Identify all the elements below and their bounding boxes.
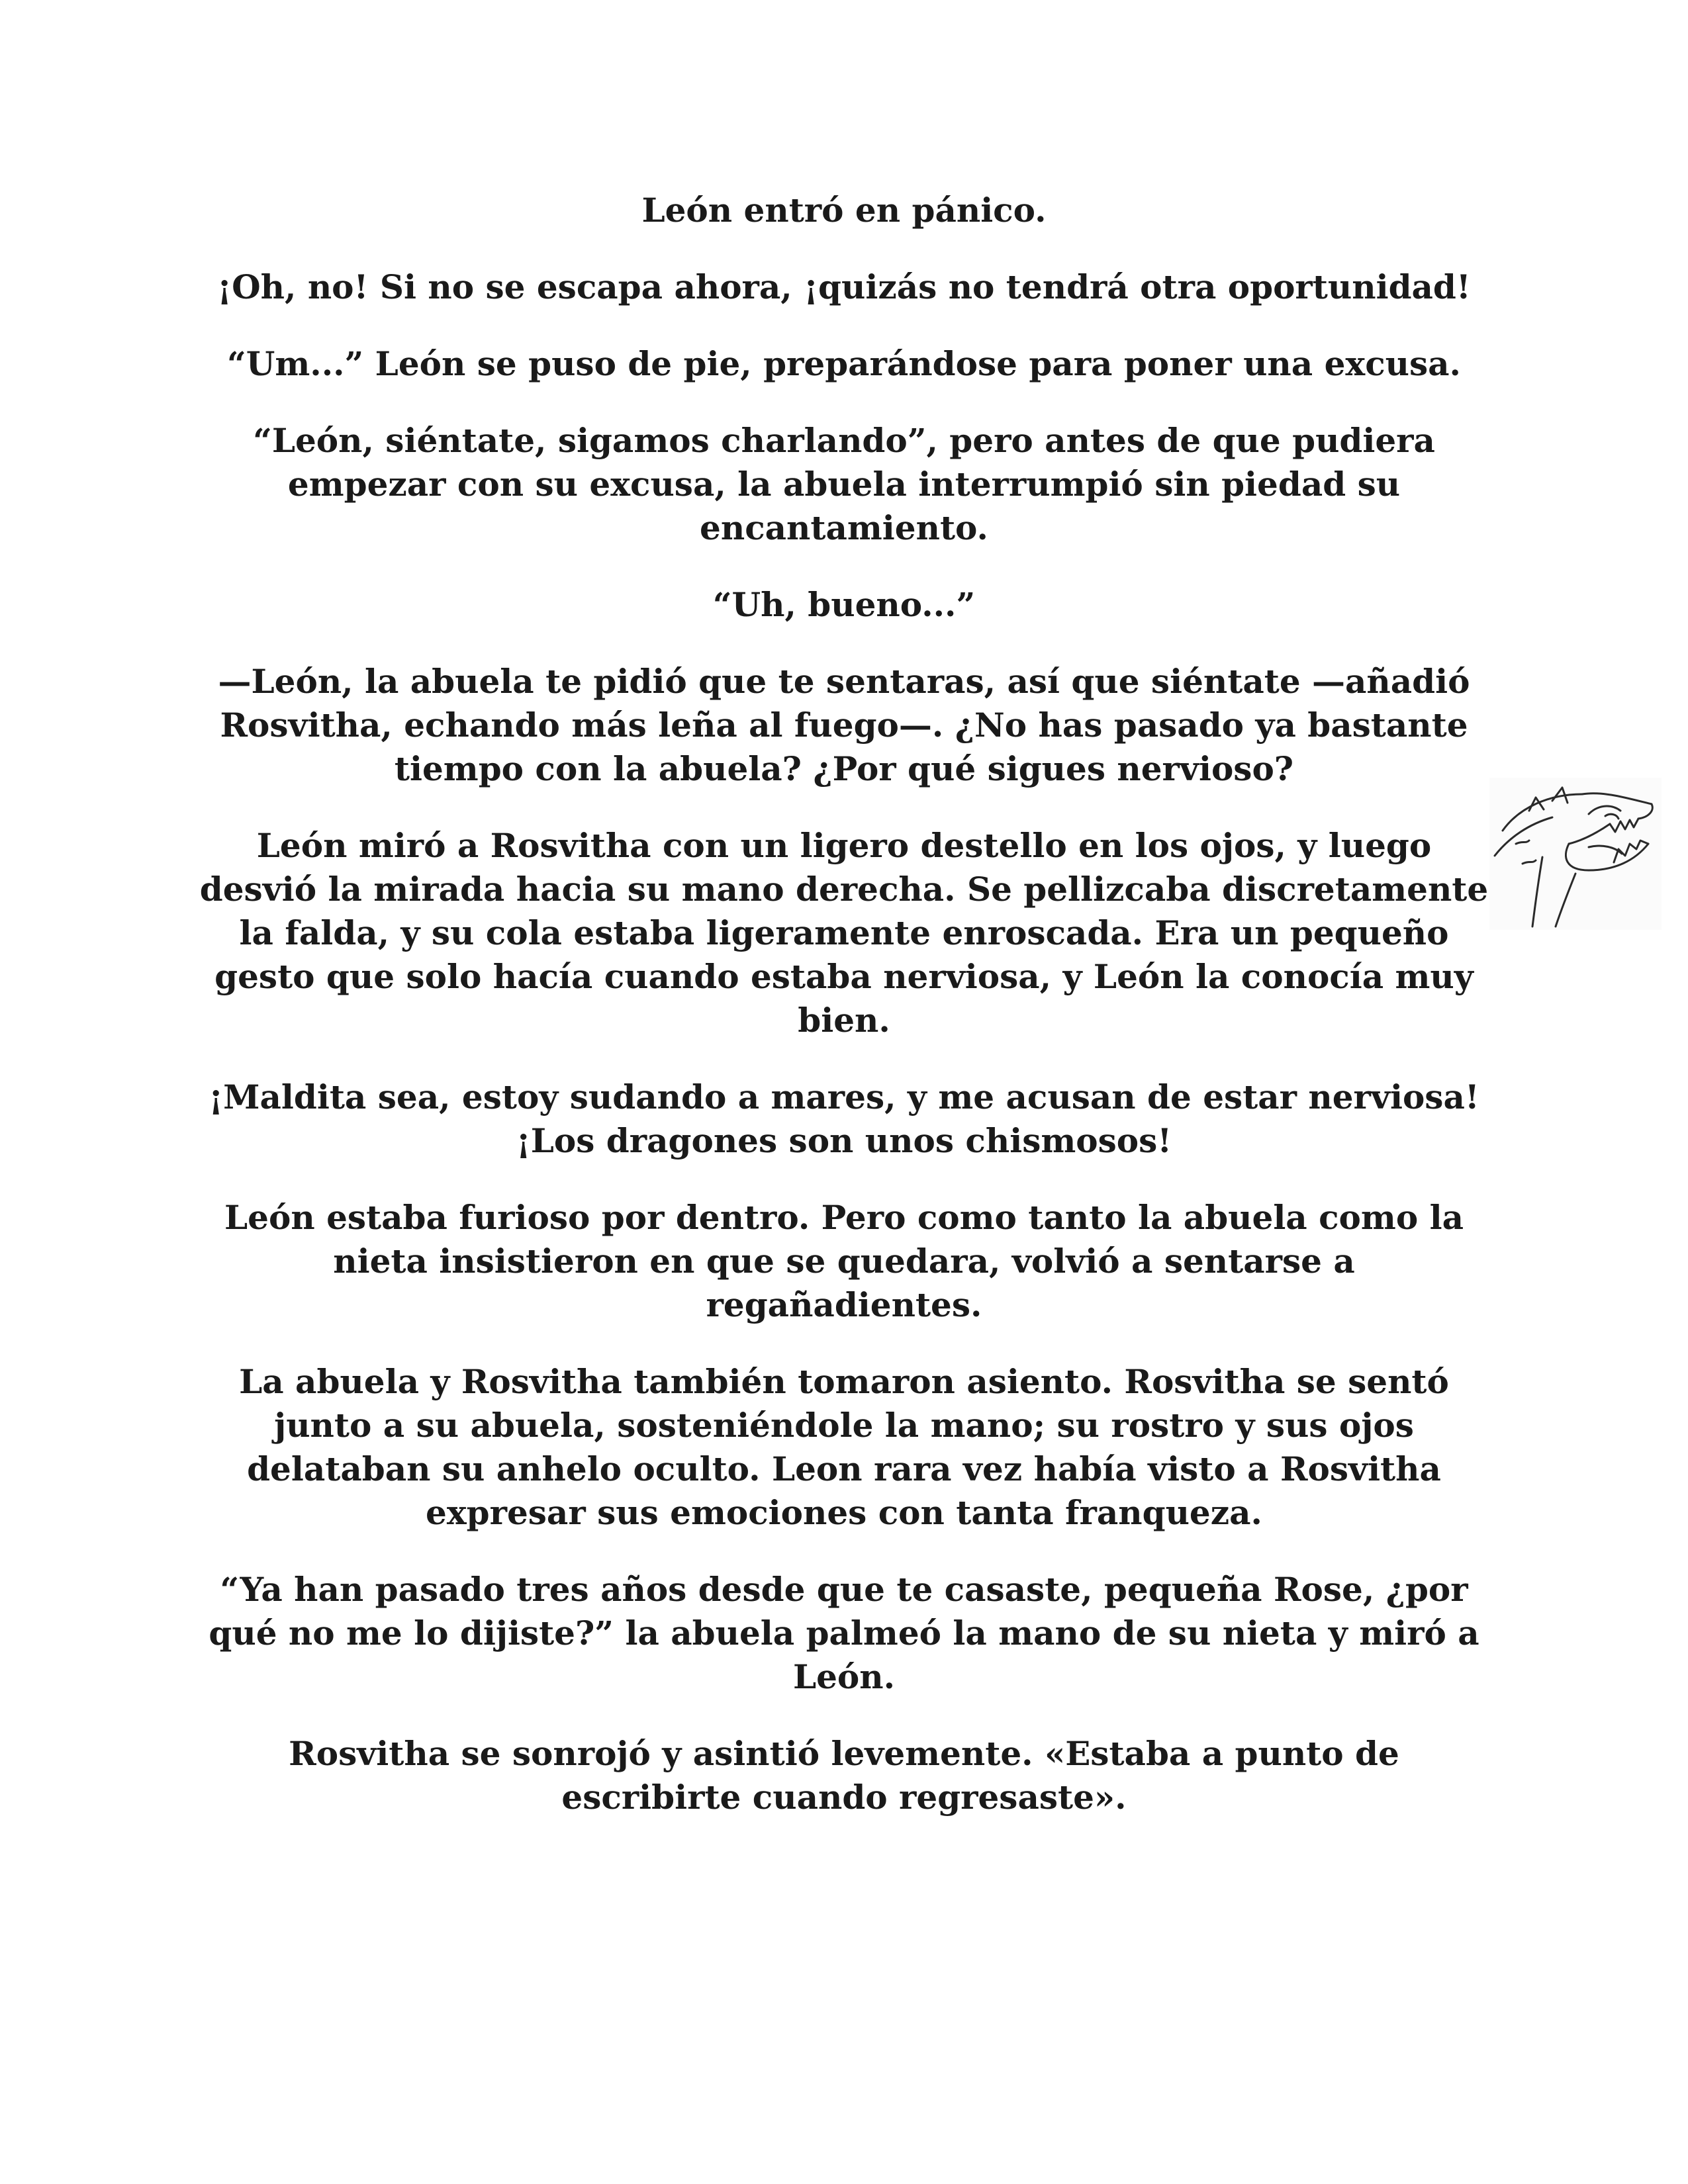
paragraph-7: León miró a Rosvitha con un ligero destello en los ojos, y luego desvió la mirada hacia su mano derecha. Se pellizcaba discretamente la falda, y su cola estaba ligeramente enroscada. Era un pequeño gesto que solo hacía cuando estaba nerviosa, y León la conocía muy bien. xyxy=(199,826,1489,1040)
paragraph-12: Rosvitha se sonrojó y asintió levemente. «Estaba a punto de escribirte cuando regresaste». xyxy=(289,1734,1399,1817)
paragraph-9: León estaba furioso por dentro. Pero como tanto la abuela como la nieta insistieron en que se quedara, volvió a sentarse a regañadientes. xyxy=(224,1198,1464,1324)
paragraph-1: León entró en pánico. xyxy=(641,191,1047,230)
paragraph-4: “León, siéntate, sigamos charlando”, pero antes de que pudiera empezar con su excusa, la abuela interrumpió sin piedad su encantamiento. xyxy=(253,421,1435,547)
paragraph-11: “Ya han pasado tres años desde que te casaste, pequeña Rose, ¿por qué no me lo dijiste?” la abuela palmeó la mano de su nieta y miró a León. xyxy=(209,1570,1479,1696)
paragraph-8: ¡Maldita sea, estoy sudando a mares, y me acusan de estar nerviosa! ¡Los dragones son unos chismosos! xyxy=(209,1077,1479,1160)
paragraph-2: ¡Oh, no! Si no se escapa ahora, ¡quizás no tendrá otra oportunidad! xyxy=(217,267,1471,306)
paragraph-3: “Um...” León se puso de pie, preparándose para poner una excusa. xyxy=(227,344,1461,383)
story-text xyxy=(199,189,1489,1852)
paragraph-6: —León, la abuela te pidió que te sentaras, así que siéntate —añadió Rosvitha, echando más leña al fuego—. ¿No has pasado ya bastante tiempo con la abuela? ¿Por qué sigues nervioso? xyxy=(218,662,1470,788)
paragraph-5: “Uh, bueno...” xyxy=(712,585,976,624)
dragon-head-sketch-icon xyxy=(1489,778,1662,930)
paragraph-10: La abuela y Rosvitha también tomaron asiento. Rosvitha se sentó junto a su abuela, sosteniéndole la mano; su rostro y sus ojos delataban su anhelo oculto. Leon rara vez había visto a Rosvitha expresar sus emociones con tanta franqueza. xyxy=(239,1362,1449,1532)
